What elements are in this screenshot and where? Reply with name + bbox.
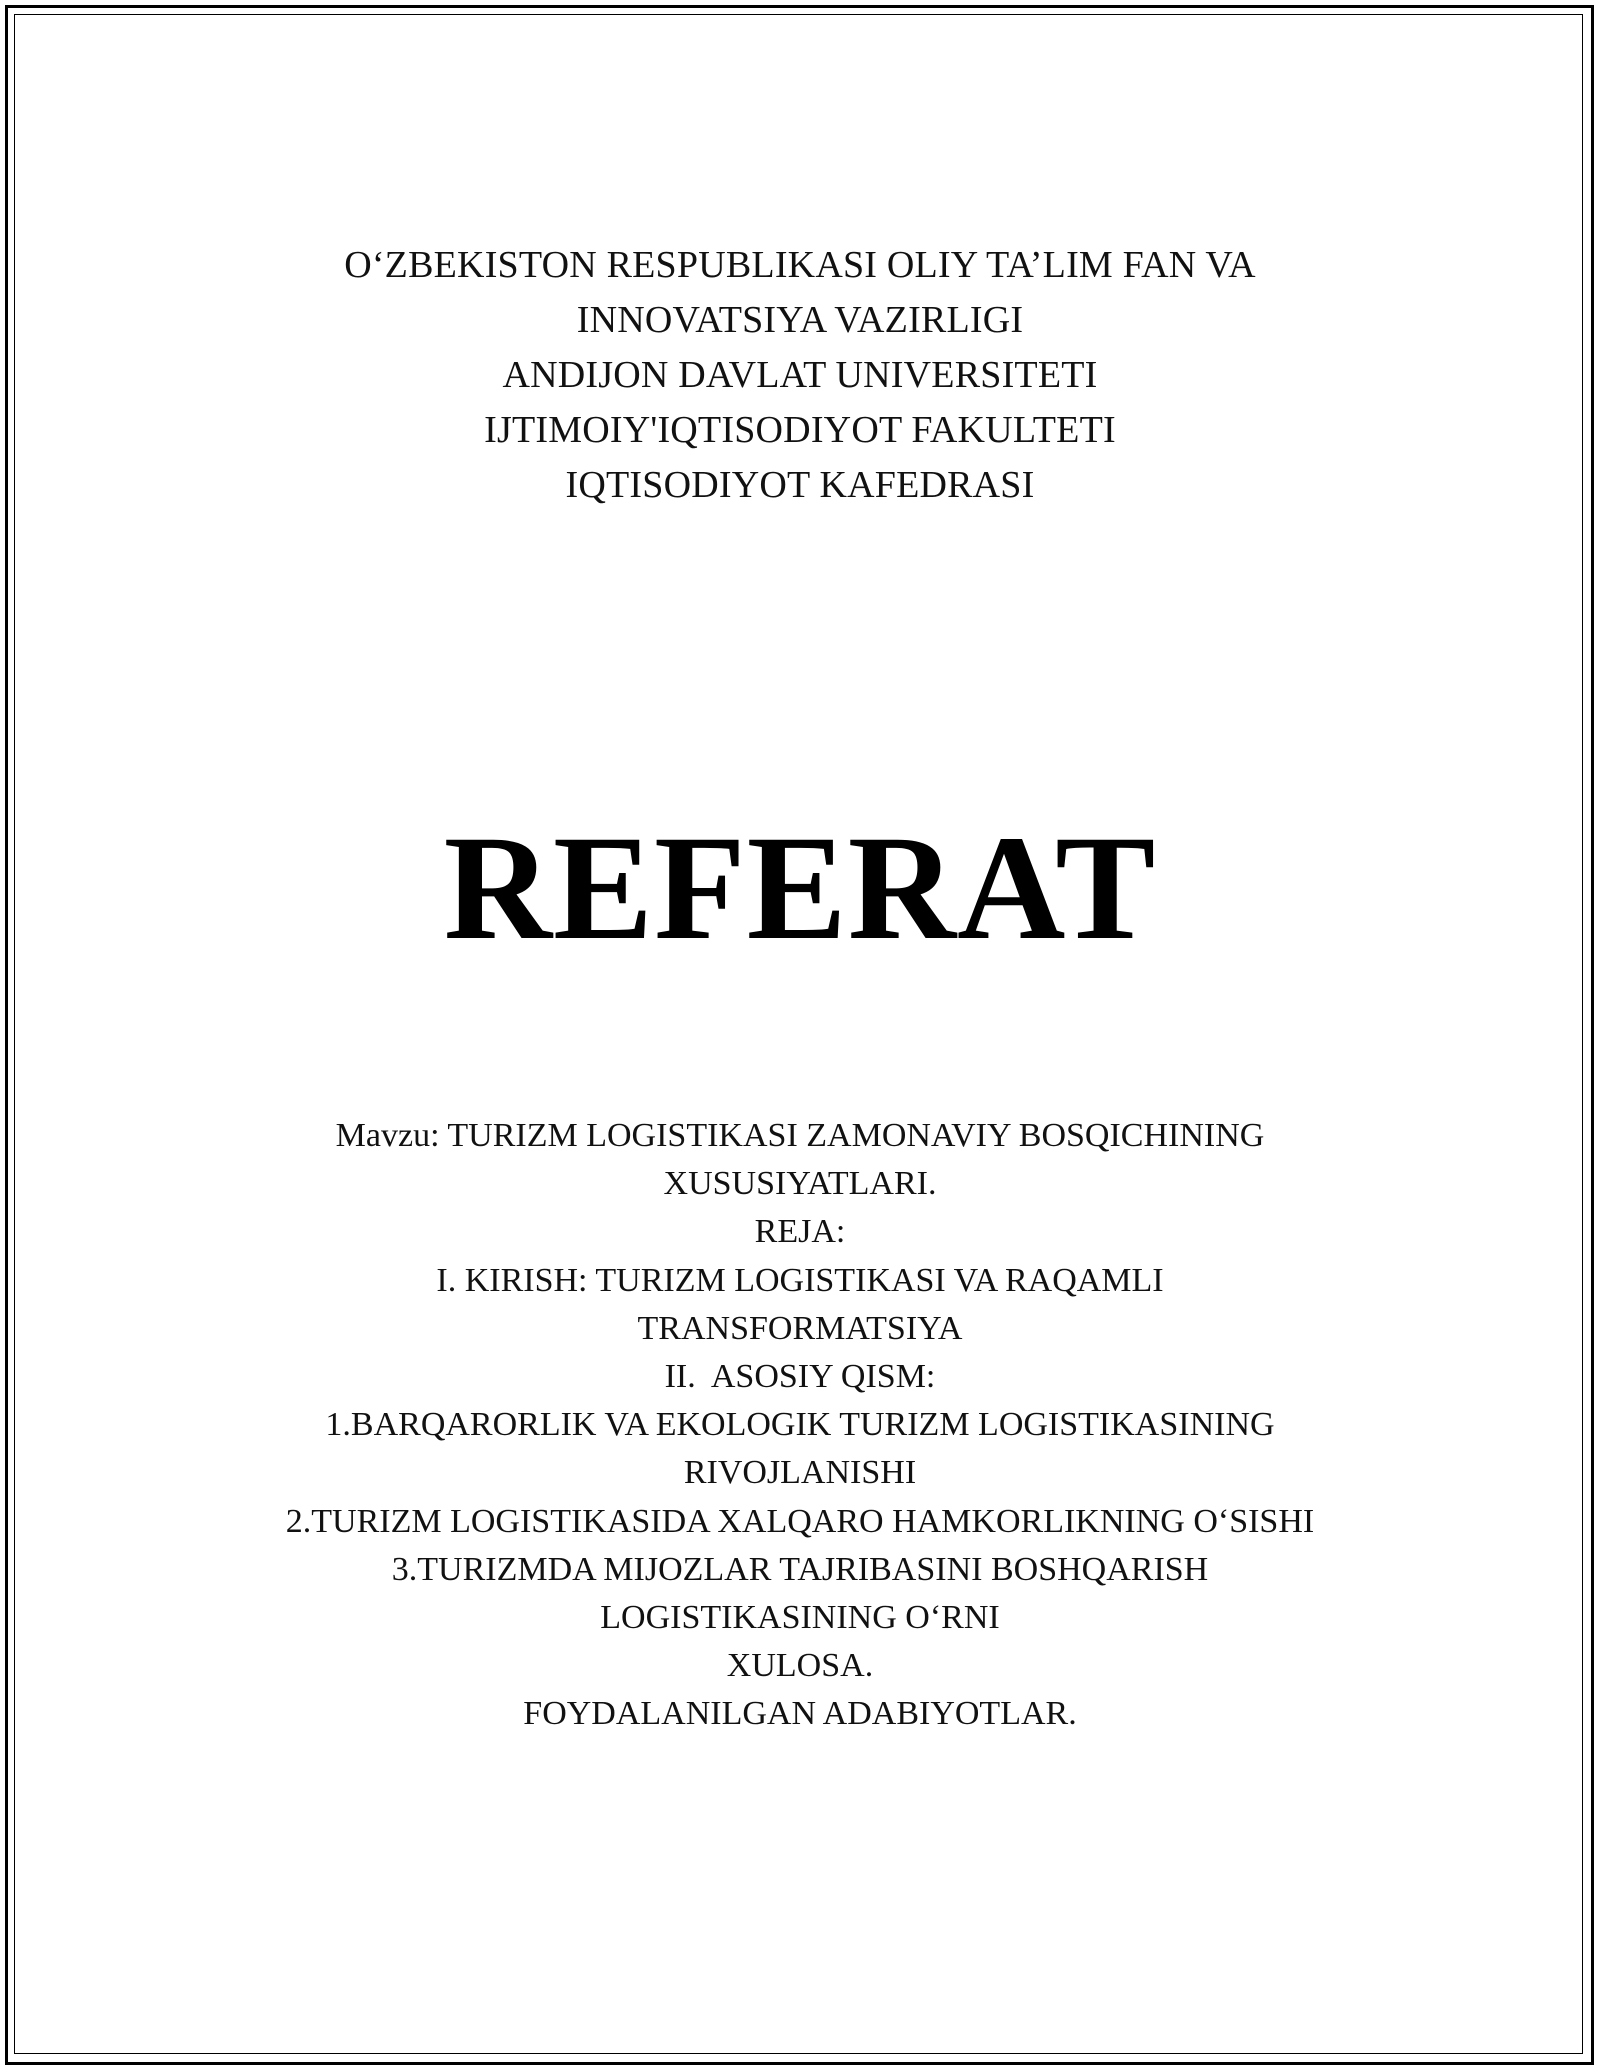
plan-item-3-line-2: LOGISTIKASINING O‘RNI xyxy=(600,1599,1000,1637)
plan-intro-line-2: TRANSFORMATSIYA xyxy=(637,1309,963,1347)
plan-item-1-line-1: 1.BARQARORLIK VA EKOLOGIK TURIZM LOGISTIKASINING xyxy=(325,1406,1275,1444)
faculty-name: IJTIMOIY'IQTISODIYOT FAKULTETI xyxy=(484,409,1116,451)
department-name: IQTISODIYOT KAFEDRASI xyxy=(565,464,1035,506)
plan-item-1-line-2: RIVOJLANISHI xyxy=(683,1454,917,1492)
institution-header xyxy=(0,238,1600,513)
topic-line-2: XUSUSIYATLARI. xyxy=(663,1165,937,1203)
topic-and-plan xyxy=(0,1112,1600,1739)
topic-line-1: Mavzu: TURIZM LOGISTIKASI ZAMONAVIY BOSQICHINING xyxy=(335,1117,1265,1154)
plan-main-part: II. ASOSIY QISM: xyxy=(664,1358,936,1396)
plan-item-2: 2.TURIZM LOGISTIKASIDA XALQARO HAMKORLIKNING O‘SISHI xyxy=(285,1502,1315,1540)
plan-references: FOYDALANILGAN ADABIYOTLAR. xyxy=(523,1695,1077,1733)
plan-heading: REJA: xyxy=(754,1213,846,1251)
ministry-line-1: O‘ZBEKISTON RESPUBLIKASI OLIY TA’LIM FAN VA xyxy=(344,244,1256,286)
plan-intro-line-1: I. KIRISH: TURIZM LOGISTIKASI VA RAQAMLI xyxy=(436,1261,1164,1299)
document-title: REFERAT xyxy=(443,805,1157,971)
plan-conclusion: XULOSA. xyxy=(726,1647,874,1685)
ministry-line-2: INNOVATSIYA VAZIRLIGI xyxy=(576,299,1024,341)
plan-item-3-line-1: 3.TURIZMDA MIJOZLAR TAJRIBASINI BOSHQARISH xyxy=(391,1550,1209,1588)
university-name: ANDIJON DAVLAT UNIVERSITETI xyxy=(502,354,1098,396)
